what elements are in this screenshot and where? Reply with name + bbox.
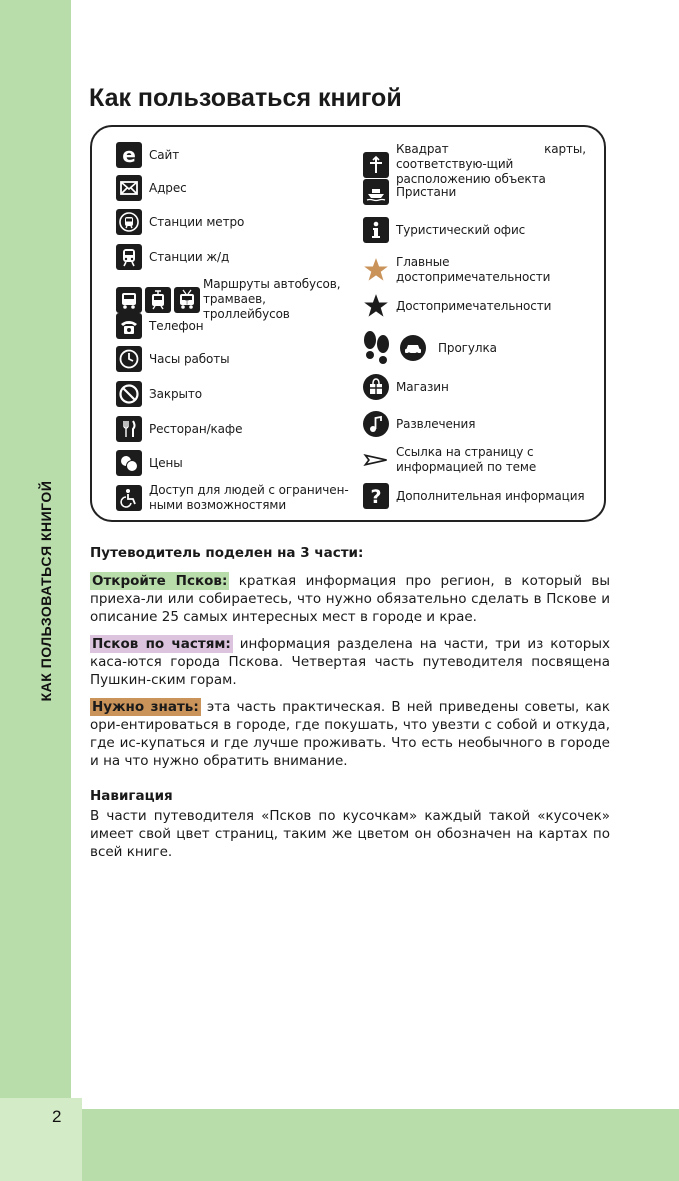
footer-bar [82,1109,679,1181]
closed-icon [116,381,142,407]
website-e-icon [116,142,142,168]
legend-item-main-sights: Главные достопримечательности [363,255,604,285]
side-section-title: КАК ПОЛЬЗОВАТЬСЯ КНИГОЙ [38,480,54,702]
legend-item-metro: Станции метро [116,209,244,235]
shop-icon [363,374,389,400]
legend-item-phone: Телефон [116,313,204,339]
part-text: краткая информация про регион, в который вы приеха-ли или собираетесь, что нужно обязательно сделать в Пскове и описание 25 самых интересных мест в городе и крае. [90,573,610,625]
bus-icon [116,287,142,313]
navigation-text: В части путеводителя «Псков по кусочкам» каждый такой «кусочек» имеет свой цвет страниц, таким же цветом он обозначен на картах по всей книге. [90,808,610,860]
legend-item-railway: Станции ж/д [116,244,229,270]
map-square-icon [363,152,389,178]
railway-train-icon [116,244,142,270]
music-note-icon [363,411,389,437]
page-link-arrow-icon [363,447,389,473]
legend-item-site: e Сайт [116,142,179,168]
legend-item-sights: Достопримечательности [363,293,551,319]
tram-icon [145,287,171,313]
parts-heading: Путеводитель поделен на 3 части: [90,545,364,561]
part-tag: Псков по частям: [92,636,231,652]
telephone-icon [116,313,142,339]
legend-item-walk: Прогулка [360,330,497,366]
wheelchair-icon [116,485,142,511]
gold-star-icon [363,257,389,283]
part-text: эта часть практическая. В ней приведены советы, как ори-ентироваться в городе, где покушать, что увезти с собой и откуда, где ис-купаться и где лучше проживать. Что есть необычного в городе и на что нужно обратить внимание. [90,699,610,769]
side-bar [0,0,71,1098]
black-star-icon [363,293,389,319]
page-number-box [0,1098,82,1181]
legend-item-map-square: Квадрат карты, соответствую-щий расположению объекта [363,142,586,187]
trolleybus-icon [174,287,200,313]
legend-item-page-link: Ссылка на страницу с информацией по теме [363,445,566,475]
coins-icon [116,450,142,476]
legend-item-pier: Пристани [363,179,456,205]
pier-ship-icon [363,179,389,205]
part-text: информация разделена на части, три из которых каса-ются города Пскова. Четвертая часть путеводителя посвящена Пушкин-ским горам. [90,636,610,688]
part-need-to-know [90,698,610,770]
legend-item-transport: T Маршруты автобусов, трамваев, троллейбусов [116,277,353,322]
legend-item-shop: Магазин [363,374,449,400]
question-icon [363,483,389,509]
svg-text:e: e [122,144,136,166]
legend-item-prices: Цены [116,450,183,476]
part-tag: Нужно знать: [92,699,199,715]
legend-item-closed: Закрыто [116,381,202,407]
page-number: 2 [52,1107,62,1126]
legend-item-entertainment: Развлечения [363,411,475,437]
car-icon [400,335,426,361]
legend-item-restaurant: Ресторан/кафе [116,416,242,442]
part-tag: Откройте Псков: [92,573,228,589]
svg-text:T: T [185,300,189,306]
legend-item-accessibility: Доступ для людей с ограничен-ными возможностями [116,483,349,513]
fork-knife-icon [116,416,142,442]
navigation-heading: Навигация [90,788,173,804]
legend-box [90,125,606,522]
envelope-icon [116,175,142,201]
metro-train-icon [116,209,142,235]
info-icon [363,217,389,243]
svg-text:?: ? [370,486,382,507]
legend-item-additional-info: ? Дополнительная информация [363,483,585,509]
footprints-icon [360,330,394,366]
part-pskov-by-parts [90,635,610,689]
legend-item-tourist-office: Туристический офис [363,217,525,243]
legend-item-address: Адрес [116,175,187,201]
page-title: Как пользоваться книгой [89,84,402,112]
clock-icon [116,346,142,372]
legend-item-hours: Часы работы [116,346,230,372]
part-open-pskov [90,572,610,626]
